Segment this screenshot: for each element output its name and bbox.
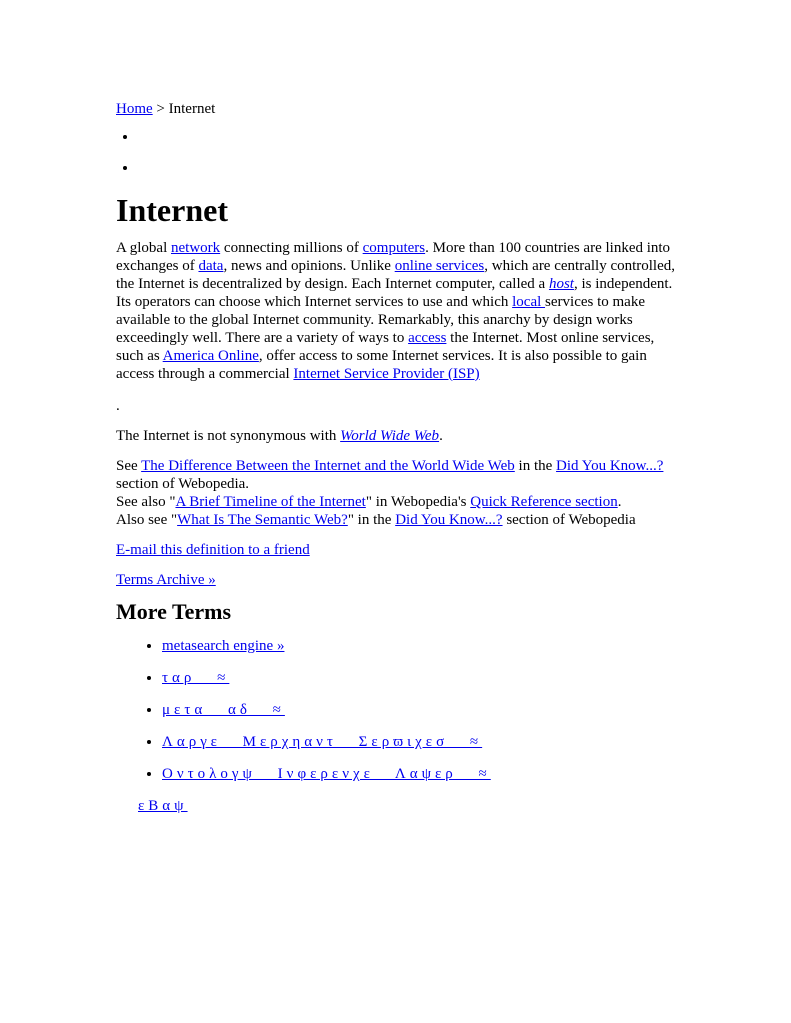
term-link-metasearch[interactable]: metasearch engine »	[162, 638, 285, 654]
see-text: section of Webopedia	[502, 512, 636, 528]
period-paragraph: .	[116, 398, 120, 414]
did-you-know-link[interactable]: Did You Know...?	[556, 458, 664, 474]
ebay-link[interactable]: εΒαψ	[138, 798, 188, 814]
page-content	[116, 100, 676, 815]
page-title: Internet	[116, 192, 228, 228]
see-text: section of Webopedia.	[116, 476, 250, 492]
archive-paragraph	[116, 571, 676, 589]
empty-list-item	[138, 128, 676, 159]
access-link[interactable]: access	[408, 330, 447, 346]
definition-text: , news and opinions. Unlike	[223, 258, 395, 274]
see-text: in the	[514, 458, 557, 474]
timeline-link[interactable]: A Brief Timeline of the Internet	[175, 494, 366, 510]
list-item	[162, 637, 676, 655]
difference-link[interactable]: The Difference Between the Internet and the World Wide Web	[141, 458, 515, 474]
term-link-4[interactable]: Λαργε Μερχηαντ Σερϖιχεσ ≈	[162, 734, 483, 750]
definition-text: . More than 100 countries are linked into exchanges of	[116, 240, 671, 274]
email-paragraph	[116, 541, 676, 559]
www-paragraph	[116, 427, 676, 445]
world-wide-web-link[interactable]: World Wide Web	[340, 428, 440, 444]
data-link[interactable]: data	[198, 258, 224, 274]
list-item	[162, 701, 676, 719]
online-services-link[interactable]: online services	[394, 258, 485, 274]
definition-text: services to make available to the global Internet community. Remarkably, this anarchy by design works exceedingly well. There are a variety of ways to	[116, 294, 645, 346]
empty-list-item	[138, 159, 676, 190]
list-item	[162, 733, 676, 751]
email-definition-link[interactable]: E-mail this definition to a friend	[116, 542, 310, 558]
see-text: " in the	[347, 512, 396, 528]
see-also-paragraph	[116, 457, 676, 529]
more-terms-heading: More Terms	[116, 599, 232, 624]
definition-text: A global	[116, 240, 171, 256]
america-online-link[interactable]: America Online	[162, 348, 259, 364]
host-link[interactable]: host	[548, 276, 574, 292]
term-link-3[interactable]: μετα αδ ≈	[162, 702, 285, 718]
terms-archive-link[interactable]: Terms Archive »	[116, 572, 216, 588]
breadcrumb-current: Internet	[168, 101, 216, 117]
did-you-know-link-2[interactable]: Did You Know...?	[395, 512, 503, 528]
term-link-2[interactable]: ταρ ≈	[162, 670, 230, 686]
definition-paragraph	[116, 239, 676, 383]
network-link[interactable]: network	[171, 240, 221, 256]
ebay-block	[138, 797, 676, 815]
computers-link[interactable]: computers	[362, 240, 426, 256]
see-text: See also "	[116, 494, 176, 510]
www-text: The Internet is not synonymous with	[116, 428, 341, 444]
see-text: See	[116, 458, 142, 474]
see-text: Also see "	[116, 512, 178, 528]
semantic-web-link[interactable]: What Is The Semantic Web?	[177, 512, 348, 528]
term-link-5[interactable]: Οντολογψ Ινφερενχε Λαψερ ≈	[162, 766, 491, 782]
isp-link[interactable]: Internet Service Provider (ISP)	[293, 366, 480, 382]
definition-text: , offer access to some Internet services. It is also possible to gain access through a commercial	[116, 348, 647, 382]
list-item	[162, 669, 676, 687]
more-terms-list	[116, 637, 676, 783]
www-text: .	[439, 428, 443, 444]
quick-reference-link[interactable]: Quick Reference section	[470, 494, 618, 510]
definition-text: , is independent. Its operators can choose which Internet services to use and which	[116, 276, 673, 310]
definition-text: connecting millions of	[220, 240, 363, 256]
local-link[interactable]: local	[512, 294, 546, 310]
see-text: .	[617, 494, 622, 510]
list-item	[162, 765, 676, 783]
definition-text: , which are centrally controlled, the Internet is decentralized by design. Each Internet computer, called a	[116, 258, 676, 292]
definition-text: the Internet. Most online services, such as	[116, 330, 655, 364]
breadcrumb-home-link[interactable]: Home	[116, 101, 153, 117]
breadcrumb	[116, 100, 676, 118]
empty-bullet-list	[116, 128, 676, 190]
breadcrumb-separator: >	[152, 101, 169, 117]
see-text: " in Webopedia's	[365, 494, 471, 510]
